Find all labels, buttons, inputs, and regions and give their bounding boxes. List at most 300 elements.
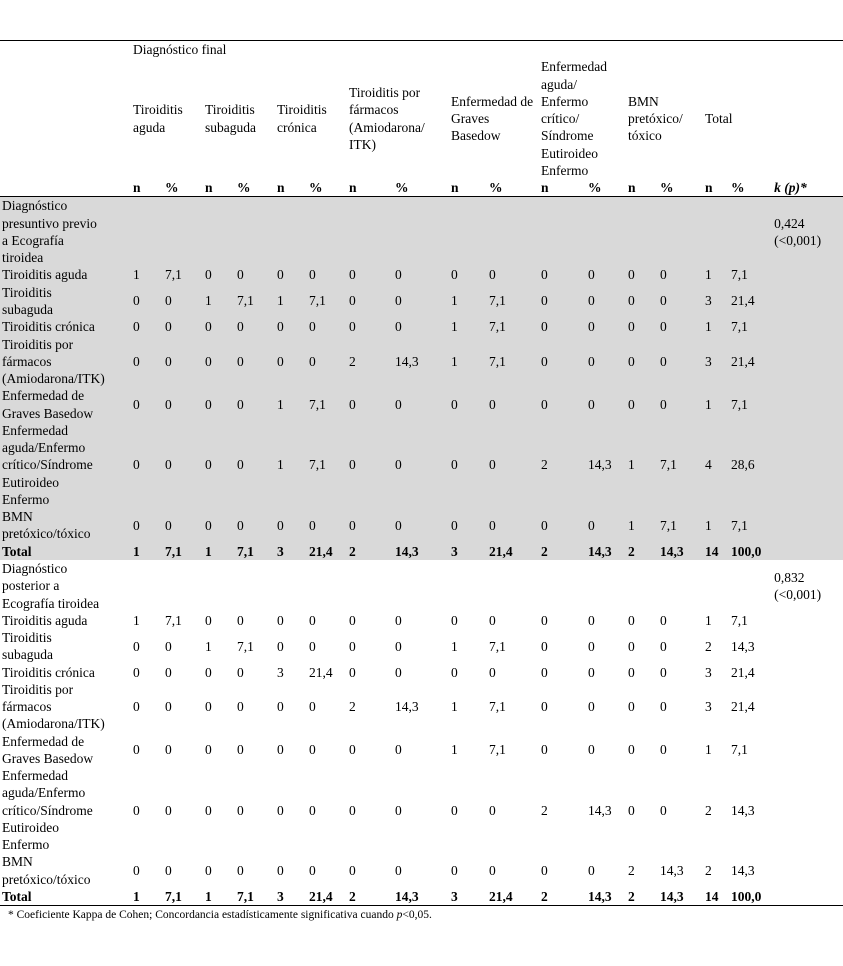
spanner-row xyxy=(0,41,843,59)
data-cell: 7,1 xyxy=(729,508,772,543)
data-cell: 7,1 xyxy=(489,699,506,715)
kp-empty-cell xyxy=(772,336,843,388)
data-cell: 0 xyxy=(203,508,235,543)
data-cell: 1 xyxy=(449,318,487,335)
data-cell: 7,1 xyxy=(489,638,506,654)
data-cell: 14,3 xyxy=(586,543,626,560)
data-cell: 0 xyxy=(277,699,284,715)
data-cell: 0 xyxy=(393,284,449,319)
data-cell: 0 xyxy=(487,387,539,422)
data-cell: 7,1 xyxy=(487,284,539,319)
section-header-row xyxy=(0,560,843,612)
kappa-coefficient: 0,424 xyxy=(774,215,805,231)
data-cell: 7,1 xyxy=(163,888,203,906)
data-cell: 0 xyxy=(628,742,635,758)
data-cell: 2 xyxy=(347,336,393,388)
corner-cell xyxy=(0,41,131,59)
data-cell: 100,0 xyxy=(729,888,772,906)
data-cell: 0 xyxy=(539,336,586,388)
kp-empty-cell xyxy=(772,266,843,283)
data-cell: 7,1 xyxy=(729,318,772,335)
data-cell: 0 xyxy=(586,284,626,319)
data-cell: 0 xyxy=(628,699,635,715)
data-cell: 0 xyxy=(588,742,595,758)
data-cell: 21,4 xyxy=(729,284,772,319)
data-cell: 0 xyxy=(235,318,275,335)
data-cell: 0 xyxy=(307,318,347,335)
data-cell: 0 xyxy=(541,742,548,758)
data-cell: 0 xyxy=(277,802,284,818)
data-cell: 0 xyxy=(628,802,635,818)
kp-empty-cell xyxy=(772,733,843,768)
data-cell: 1 xyxy=(451,638,458,654)
row-label: Tiroiditis crónica xyxy=(0,318,131,335)
kappa-p-value: (<0,001) xyxy=(774,232,822,248)
data-cell: 0 xyxy=(658,318,703,335)
data-cell: 0 xyxy=(203,336,235,388)
footnote-text: * Coeficiente Kappa de Cohen; Concordancia estadísticamente significativa cuando xyxy=(8,909,397,922)
col-group-enfermedad-aguda: Enfermedad aguda/ Enfermo crítico/ Síndrome Eutiroideo Enfermo xyxy=(541,59,607,178)
data-cell: 0 xyxy=(163,284,203,319)
table-row xyxy=(0,733,843,768)
data-cell: 1 xyxy=(703,387,729,422)
data-cell: 2 xyxy=(628,863,635,879)
data-cell: 7,1 xyxy=(307,387,347,422)
data-cell: 21,4 xyxy=(487,543,539,560)
row-label: Tiroiditis aguda xyxy=(2,612,88,628)
data-cell: 0 xyxy=(349,612,356,628)
table-row xyxy=(0,543,843,560)
data-cell: 0 xyxy=(588,612,595,628)
data-cell: 0 xyxy=(235,508,275,543)
data-cell: 0 xyxy=(395,802,402,818)
data-cell: 1 xyxy=(626,422,658,508)
data-cell: 0 xyxy=(487,508,539,543)
data-cell: 14,3 xyxy=(658,888,703,906)
data-cell: 0 xyxy=(451,612,458,628)
data-cell: 0 xyxy=(309,863,316,879)
table-row xyxy=(0,612,843,629)
data-cell: 0 xyxy=(658,387,703,422)
kappa-coefficient: 0,832 xyxy=(774,569,805,585)
data-cell: 3 xyxy=(705,699,712,715)
data-cell: 0 xyxy=(487,422,539,508)
table-row xyxy=(0,422,843,508)
data-cell: 21,4 xyxy=(487,888,539,906)
data-cell: 7,1 xyxy=(731,742,748,758)
data-cell: 0 xyxy=(451,664,458,680)
data-cell: 14 xyxy=(703,888,729,906)
data-cell: 0 xyxy=(658,266,703,283)
data-cell: 3 xyxy=(703,336,729,388)
data-cell: 21,4 xyxy=(307,543,347,560)
data-cell: 0 xyxy=(586,318,626,335)
data-cell: 0 xyxy=(539,387,586,422)
data-cell: 7,1 xyxy=(487,336,539,388)
data-cell: 14,3 xyxy=(586,422,626,508)
data-cell: 0 xyxy=(541,699,548,715)
data-cell: 1 xyxy=(626,508,658,543)
group-row-corner xyxy=(0,58,131,179)
footnote-text-end: <0,05. xyxy=(402,909,432,922)
row-label: Tiroiditis subaguda xyxy=(0,284,131,319)
data-cell: 0 xyxy=(541,612,548,628)
data-cell: 2 xyxy=(705,638,712,654)
data-cell: 0 xyxy=(658,284,703,319)
data-cell: 0 xyxy=(449,266,487,283)
data-cell: 0 xyxy=(165,742,172,758)
data-cell: 0 xyxy=(275,318,307,335)
n-header: n xyxy=(131,179,163,197)
kp-empty-cell xyxy=(772,387,843,422)
kp-empty-cell xyxy=(772,318,843,335)
data-cell: 0 xyxy=(449,422,487,508)
data-cell: 0 xyxy=(309,802,316,818)
kp-empty-cell xyxy=(772,612,843,629)
data-cell: 0 xyxy=(235,336,275,388)
data-cell: 14,3 xyxy=(731,802,755,818)
data-cell: 2 xyxy=(347,543,393,560)
data-cell: 0 xyxy=(586,336,626,388)
data-cell: 7,1 xyxy=(487,318,539,335)
data-cell: 0 xyxy=(393,266,449,283)
kappa-p-header: k (p)* xyxy=(772,179,843,197)
data-cell: 0 xyxy=(133,802,140,818)
data-cell: 0 xyxy=(133,699,140,715)
data-cell: 2 xyxy=(539,422,586,508)
data-cell: 2 xyxy=(539,543,586,560)
data-cell: 21,4 xyxy=(731,699,755,715)
data-cell: 7,1 xyxy=(658,422,703,508)
table-row xyxy=(0,284,843,319)
data-cell: 0 xyxy=(347,318,393,335)
data-cell: 14,3 xyxy=(586,888,626,906)
data-cell: 7,1 xyxy=(235,543,275,560)
data-cell: 0 xyxy=(133,742,140,758)
data-cell: 0 xyxy=(588,863,595,879)
data-cell: 0 xyxy=(133,664,140,680)
data-cell: 0 xyxy=(660,699,667,715)
data-cell: 1 xyxy=(133,612,140,628)
data-cell: 0 xyxy=(205,699,212,715)
data-cell: 3 xyxy=(703,284,729,319)
subheader-row xyxy=(0,179,843,197)
data-cell: 0 xyxy=(449,508,487,543)
table-row xyxy=(0,767,843,853)
data-cell: 0 xyxy=(275,508,307,543)
data-cell: 7,1 xyxy=(237,638,254,654)
data-cell: 0 xyxy=(235,422,275,508)
kp-empty-cell xyxy=(772,681,843,733)
data-cell: 0 xyxy=(349,802,356,818)
data-cell: 0 xyxy=(393,422,449,508)
data-cell: 0 xyxy=(539,508,586,543)
data-cell: 0 xyxy=(628,612,635,628)
data-cell: 0 xyxy=(133,863,140,879)
pct-header: % xyxy=(235,179,275,197)
data-cell: 0 xyxy=(309,742,316,758)
kappa-p-value: (<0,001) xyxy=(774,586,822,602)
data-cell: 0 xyxy=(347,387,393,422)
data-cell: 14 xyxy=(703,543,729,560)
data-cell: 14,3 xyxy=(393,336,449,388)
data-cell: 7,1 xyxy=(165,612,182,628)
data-cell: 7,1 xyxy=(731,612,748,628)
data-cell: 0 xyxy=(395,664,402,680)
data-cell: 0 xyxy=(307,508,347,543)
kp-empty-cell xyxy=(772,422,843,508)
section-title: Diagnóstico posterior a Ecografía tiroidea xyxy=(2,560,100,611)
data-cell: 0 xyxy=(165,863,172,879)
data-cell: 14,3 xyxy=(395,699,419,715)
data-cell: 1 xyxy=(275,387,307,422)
pct-header: % xyxy=(658,179,703,197)
data-cell: 0 xyxy=(235,387,275,422)
col-group-row xyxy=(0,58,843,179)
col-group-tiroiditis-cronica: Tiroiditis crónica xyxy=(277,102,327,135)
data-cell: 1 xyxy=(131,888,163,906)
data-cell: 0 xyxy=(163,318,203,335)
data-cell: 3 xyxy=(705,664,712,680)
data-cell: 14,3 xyxy=(658,543,703,560)
data-cell: 0 xyxy=(347,508,393,543)
data-cell: 0 xyxy=(277,863,284,879)
data-cell: 0 xyxy=(275,336,307,388)
row-label: Tiroiditis por fármacos (Amiodarona/ITK) xyxy=(0,336,131,388)
data-cell: 0 xyxy=(205,742,212,758)
data-cell: 0 xyxy=(163,336,203,388)
data-cell: 14,3 xyxy=(588,802,612,818)
data-cell: 3 xyxy=(275,543,307,560)
kappa-value xyxy=(772,560,843,612)
data-cell: 1 xyxy=(703,508,729,543)
n-header: n xyxy=(703,179,729,197)
data-cell: 0 xyxy=(588,699,595,715)
spanner-kp-empty xyxy=(772,41,843,59)
data-cell: 0 xyxy=(275,266,307,283)
data-cell: 1 xyxy=(449,336,487,388)
kp-empty-cell xyxy=(772,767,843,853)
n-header: n xyxy=(449,179,487,197)
data-cell: 0 xyxy=(586,508,626,543)
data-cell: 0 xyxy=(347,266,393,283)
n-header: n xyxy=(539,179,586,197)
data-cell: 0 xyxy=(393,318,449,335)
data-cell: 1 xyxy=(131,266,163,283)
data-cell: 1 xyxy=(703,266,729,283)
table-row xyxy=(0,664,843,681)
table-row xyxy=(0,508,843,543)
data-cell: 0 xyxy=(203,422,235,508)
row-label: Tiroiditis crónica xyxy=(2,664,95,680)
data-cell: 0 xyxy=(626,266,658,283)
data-cell: 0 xyxy=(205,664,212,680)
data-cell: 0 xyxy=(131,318,163,335)
data-cell: 0 xyxy=(586,387,626,422)
data-cell: 0 xyxy=(489,802,496,818)
data-cell: 3 xyxy=(449,543,487,560)
col-group-total: Total xyxy=(705,111,733,127)
data-cell: 0 xyxy=(541,664,548,680)
data-cell: 3 xyxy=(449,888,487,906)
data-cell: 0 xyxy=(309,638,316,654)
n-header: n xyxy=(203,179,235,197)
section-spacer xyxy=(131,560,772,612)
data-cell: 7,1 xyxy=(658,508,703,543)
data-cell: 1 xyxy=(451,699,458,715)
data-cell: 0 xyxy=(309,699,316,715)
data-cell: 0 xyxy=(588,638,595,654)
data-cell: 0 xyxy=(626,318,658,335)
data-cell: 14,3 xyxy=(731,863,755,879)
data-cell: 0 xyxy=(628,664,635,680)
data-cell: 0 xyxy=(451,802,458,818)
data-cell: 2 xyxy=(705,863,712,879)
pct-header: % xyxy=(729,179,772,197)
table-row xyxy=(0,888,843,906)
data-cell: 0 xyxy=(237,863,244,879)
row-label: Tiroiditis subaguda xyxy=(2,630,53,663)
data-cell: 2 xyxy=(347,888,393,906)
data-cell: 7,1 xyxy=(729,266,772,283)
data-cell: 0 xyxy=(347,284,393,319)
data-cell: 7,1 xyxy=(729,387,772,422)
data-cell: 7,1 xyxy=(307,284,347,319)
kappa-value xyxy=(772,197,843,267)
data-cell: 2 xyxy=(626,888,658,906)
col-group-bmn: BMN pretóxico/ tóxico xyxy=(628,93,683,144)
col-group-tiroiditis-farmacos: Tiroiditis por fármacos (Amiodarona/ ITK) xyxy=(349,85,425,152)
kp-empty-cell xyxy=(772,508,843,543)
data-cell: 0 xyxy=(539,318,586,335)
data-cell: 0 xyxy=(449,387,487,422)
table-row xyxy=(0,266,843,283)
data-cell: 0 xyxy=(131,387,163,422)
data-cell: 0 xyxy=(626,336,658,388)
data-cell: 0 xyxy=(660,612,667,628)
data-cell: 0 xyxy=(131,422,163,508)
table-body xyxy=(0,197,843,906)
data-cell: 1 xyxy=(705,612,712,628)
pct-header: % xyxy=(393,179,449,197)
data-cell: 0 xyxy=(205,863,212,879)
data-cell: 0 xyxy=(349,638,356,654)
data-cell: 0 xyxy=(165,699,172,715)
data-cell: 3 xyxy=(275,888,307,906)
data-cell: 0 xyxy=(349,863,356,879)
final-diagnosis-spanner: Diagnóstico final xyxy=(133,42,227,57)
data-cell: 14,3 xyxy=(393,543,449,560)
data-cell: 0 xyxy=(237,802,244,818)
data-cell: 14,3 xyxy=(660,863,684,879)
data-cell: 0 xyxy=(237,612,244,628)
n-header: n xyxy=(347,179,393,197)
data-cell: 14,3 xyxy=(731,638,755,654)
data-cell: 0 xyxy=(277,742,284,758)
table-row xyxy=(0,681,843,733)
data-cell: 21,4 xyxy=(309,664,333,680)
col-group-tiroiditis-subaguda: Tiroiditis subaguda xyxy=(205,102,256,135)
section-header-row xyxy=(0,197,843,267)
data-cell: 0 xyxy=(489,664,496,680)
data-cell: 7,1 xyxy=(235,284,275,319)
pct-header: % xyxy=(586,179,626,197)
data-cell: 2 xyxy=(541,802,548,818)
data-cell: 0 xyxy=(393,508,449,543)
subheader-corner xyxy=(0,179,131,197)
data-cell: 0 xyxy=(588,664,595,680)
data-cell: 0 xyxy=(539,266,586,283)
concordance-table xyxy=(0,40,843,906)
data-cell: 0 xyxy=(395,612,402,628)
data-cell: 2 xyxy=(539,888,586,906)
kp-empty-cell xyxy=(772,284,843,319)
table-row xyxy=(0,318,843,335)
data-cell: 0 xyxy=(205,612,212,628)
data-cell: 0 xyxy=(277,612,284,628)
data-cell: 0 xyxy=(307,266,347,283)
data-cell: 0 xyxy=(626,284,658,319)
data-cell: 0 xyxy=(237,742,244,758)
data-cell: 1 xyxy=(203,888,235,906)
data-cell: 0 xyxy=(235,266,275,283)
data-cell: 0 xyxy=(541,638,548,654)
data-cell: 0 xyxy=(586,266,626,283)
data-cell: 0 xyxy=(626,387,658,422)
kp-empty-cell xyxy=(772,853,843,888)
data-cell: 7,1 xyxy=(489,742,506,758)
row-label: BMN pretóxico/tóxico xyxy=(0,508,131,543)
data-cell: 21,4 xyxy=(731,664,755,680)
data-cell: 7,1 xyxy=(307,422,347,508)
data-cell: 0 xyxy=(203,387,235,422)
data-cell: 100,0 xyxy=(729,543,772,560)
data-cell: 0 xyxy=(487,266,539,283)
data-cell: 1 xyxy=(705,742,712,758)
data-cell: 0 xyxy=(451,863,458,879)
table-row xyxy=(0,387,843,422)
data-cell: 2 xyxy=(349,699,356,715)
data-cell: 0 xyxy=(309,612,316,628)
data-cell: 21,4 xyxy=(729,336,772,388)
data-cell: 0 xyxy=(660,742,667,758)
kp-empty-cell xyxy=(772,664,843,681)
n-header: n xyxy=(275,179,307,197)
data-cell: 0 xyxy=(203,318,235,335)
data-cell: 1 xyxy=(703,318,729,335)
data-cell: 0 xyxy=(393,387,449,422)
data-cell: 1 xyxy=(131,543,163,560)
data-cell: 7,1 xyxy=(163,543,203,560)
data-cell: 0 xyxy=(131,284,163,319)
pct-header: % xyxy=(307,179,347,197)
n-header: n xyxy=(626,179,658,197)
data-cell: 0 xyxy=(163,508,203,543)
row-label: Enfermedad aguda/Enfermo crítico/Síndrome Eutiroideo Enfermo xyxy=(0,422,131,508)
table-row xyxy=(0,853,843,888)
data-cell: 1 xyxy=(451,742,458,758)
row-label: Enfermedad aguda/Enfermo crítico/Síndrome Eutiroideo Enfermo xyxy=(2,768,93,853)
data-cell: 0 xyxy=(395,638,402,654)
row-label: BMN pretóxico/tóxico xyxy=(2,854,91,887)
data-cell: 0 xyxy=(660,802,667,818)
pct-header: % xyxy=(163,179,203,197)
data-cell: 0 xyxy=(307,336,347,388)
data-cell: 1 xyxy=(205,638,212,654)
data-cell: 0 xyxy=(277,638,284,654)
data-cell: 0 xyxy=(489,863,496,879)
kp-empty-cell xyxy=(772,888,843,906)
